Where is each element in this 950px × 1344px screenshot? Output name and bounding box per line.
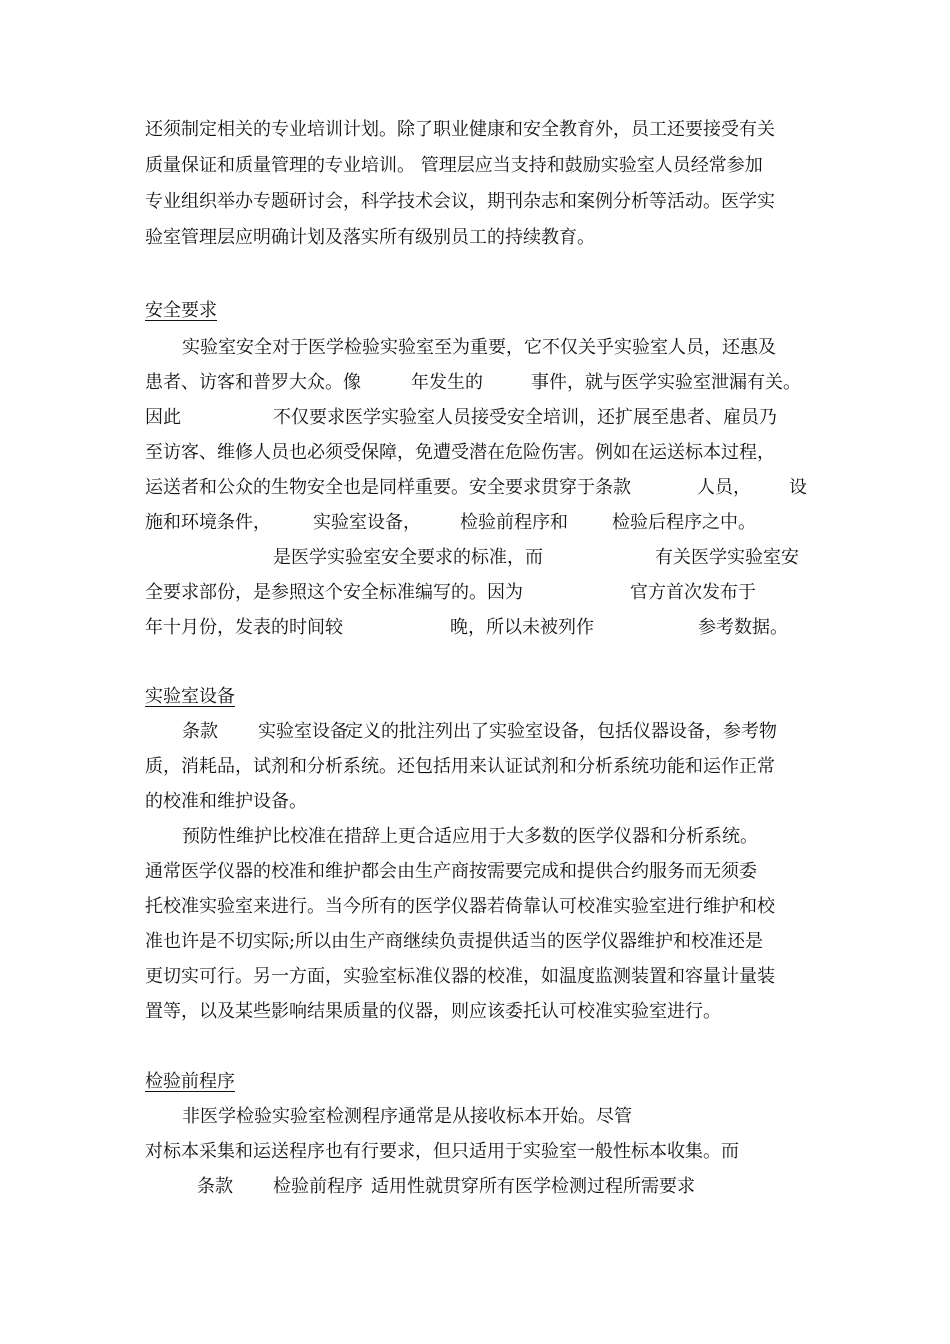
equipment-line-2: 质，消耗品，试剂和分析系统。还包括用来认证试剂和分析系统功能和运作正常 [145, 756, 775, 777]
safety-line-9b: 晚，所以未被列作 [450, 617, 594, 638]
intro-line-2: 质量保证和质量管理的专业培训。 管理层应当支持和鼓励实验室人员经常参加 [145, 155, 763, 176]
equipment-line-1b: 实验室设备 [258, 721, 348, 742]
preexam-line-2: 对标本采集和运送程序也有行要求，但只适用于实验室一般性标本收集。而 [145, 1141, 739, 1162]
equipment-line-1a: 条款 [182, 721, 218, 742]
equipment-p2-line-3: 托校准实验室来进行。当今所有的医学仪器若倚靠认可校准实验室进行维护和校 [145, 896, 775, 917]
safety-line-8b: 官方首次发布于 [630, 582, 756, 603]
safety-line-6c: 检验前程序和 [460, 512, 568, 533]
equipment-line-3: 的校准和维护设备。 [145, 791, 307, 812]
equipment-line-1c: 定义的批注列出了实验室设备，包括仪器设备，参考物 [345, 721, 777, 742]
preexam-line-3a: 条款 [197, 1176, 233, 1197]
safety-line-2b: 年发生的 [411, 372, 483, 393]
intro-line-4: 验室管理层应明确计划及落实所有级别员工的持续教育。 [145, 227, 595, 248]
intro-line-3: 专业组织举办专题研讨会，科学技术会议，期刊杂志和案例分析等活动。医学实 [145, 191, 775, 212]
section-heading-preexam: 检验前程序 [145, 1071, 235, 1092]
safety-line-3b: 不仅要求医学实验室人员接受安全培训，还扩展至患者、雇员乃 [273, 407, 777, 428]
safety-line-6a: 施和环境条件， [145, 512, 271, 533]
safety-line-6b: 实验室设备， [313, 512, 421, 533]
safety-line-7a: 是医学实验室安全要求的标准，而 [273, 547, 543, 568]
preexam-line-3b: 检验前程序 [273, 1176, 363, 1197]
safety-line-4: 至访客、维修人员也必须受保障，免遭受潜在危险伤害。例如在运送标本过程， [145, 442, 775, 463]
safety-line-5c: 设 [789, 477, 807, 498]
safety-line-5a: 运送者和公众的生物安全也是同样重要。安全要求贯穿于条款 [145, 477, 631, 498]
safety-line-9a: 年十月份，发表的时间较 [145, 617, 343, 638]
safety-line-2a: 患者、访客和普罗大众。像 [145, 372, 361, 393]
safety-line-3a: 因此 [145, 407, 181, 428]
safety-line-7b: 有关医学实验室安 [655, 547, 799, 568]
equipment-p2-line-4: 准也许是不切实际;所以由生产商继续负责提供适当的医学仪器维护和校准还是 [145, 931, 764, 952]
intro-line-1: 还须制定相关的专业培训计划。除了职业健康和安全教育外，员工还要接受有关 [145, 119, 775, 140]
safety-line-9c: 参考数据。 [698, 617, 788, 638]
section-heading-safety: 安全要求 [145, 300, 217, 321]
equipment-p2-line-6: 置等，以及某些影响结果质量的仪器，则应该委托认可校准实验室进行。 [145, 1001, 721, 1022]
preexam-line-3c: 适用性就贯穿所有医学检测过程所需要求 [371, 1176, 695, 1197]
section-heading-equipment: 实验室设备 [145, 686, 235, 707]
equipment-p2-line-1: 预防性维护比校准在措辞上更合适应用于大多数的医学仪器和分析系统。 [182, 826, 758, 847]
safety-line-5b: 人员， [697, 477, 751, 498]
safety-line-8a: 全要求部份，是参照这个安全标准编写的。因为 [145, 582, 523, 603]
safety-line-2c: 事件，就与医学实验室泄漏有关。 [531, 372, 801, 393]
preexam-line-1: 非医学检验实验室检测程序通常是从接收标本开始。尽管 [182, 1106, 632, 1127]
equipment-p2-line-2: 通常医学仪器的校准和维护都会由生产商按需要完成和提供合约服务而无须委 [145, 861, 757, 882]
safety-line-6d: 检验后程序之中。 [612, 512, 756, 533]
safety-line-1: 实验室安全对于医学检验实验室至为重要，它不仅关乎实验室人员，还惠及 [182, 337, 776, 358]
equipment-p2-line-5: 更切实可行。另一方面，实验室标准仪器的校准，如温度监测装置和容量计量装 [145, 966, 775, 987]
